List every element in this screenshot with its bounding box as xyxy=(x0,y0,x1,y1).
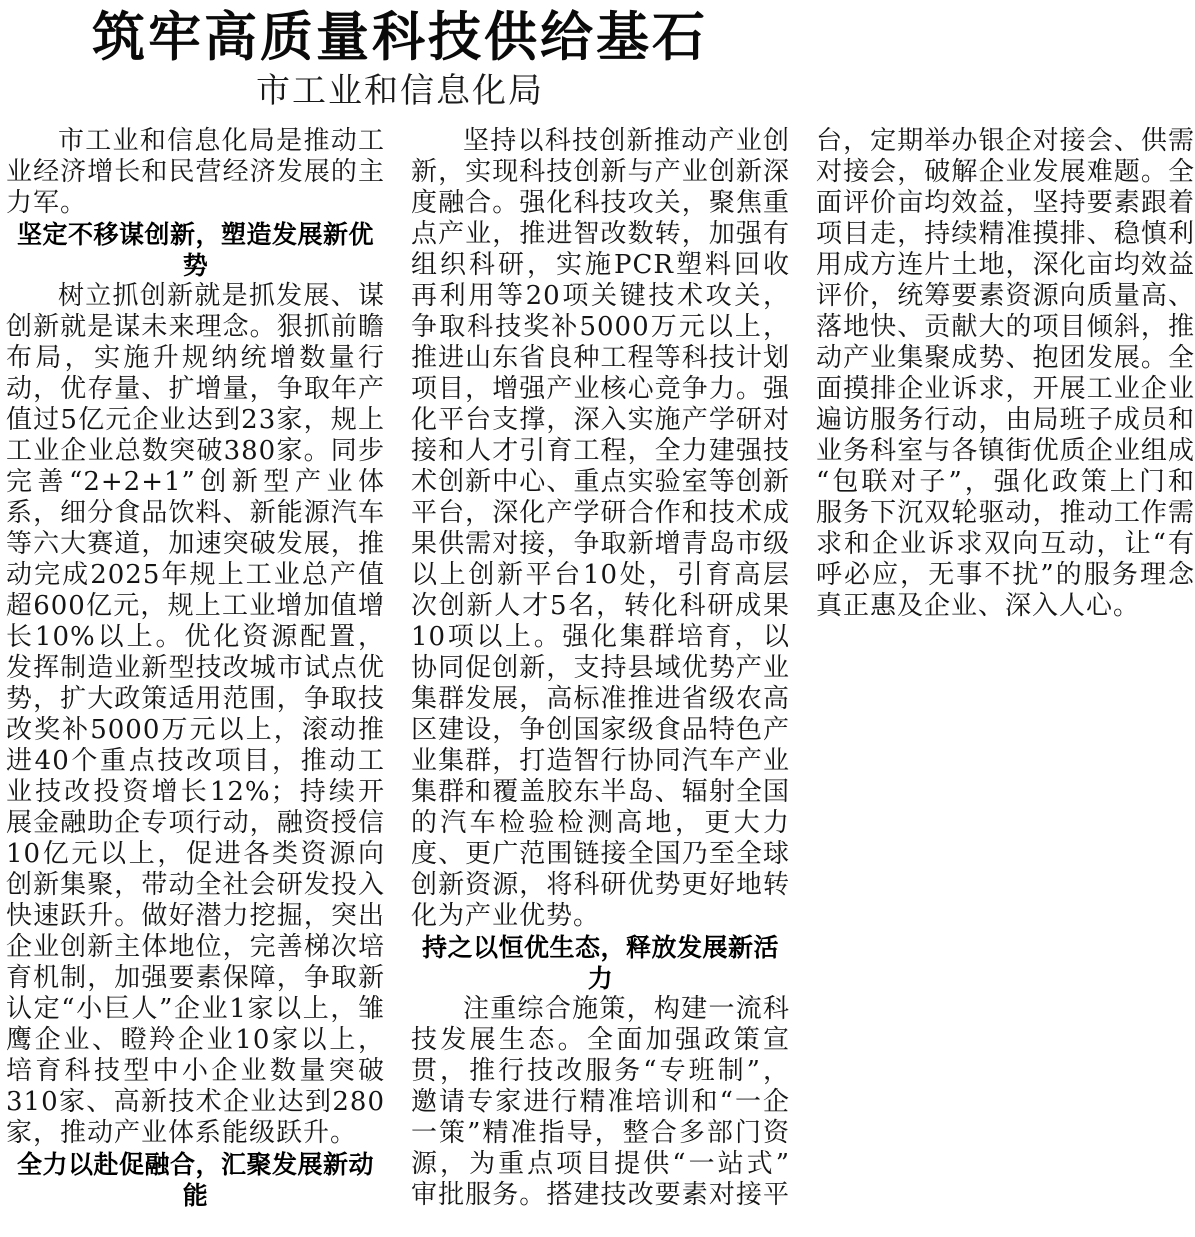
intro-paragraph: 市工业和信息化局是推动工业经济增长和民营经济发展的主力军。 xyxy=(6,126,385,218)
section-heading-ecosystem: 持之以恒优生态，释放发展新活力 xyxy=(421,933,779,993)
page-title: 筑牢高质量科技供给基石 xyxy=(92,6,708,68)
document-page xyxy=(0,6,1195,1237)
page-subtitle: 市工业和信息化局 xyxy=(256,71,544,111)
section-paragraph-innovation: 树立抓创新就是抓发展、谋创新就是谋未来理念。狠抓前瞻布局，实施升规纳统增数量行动，优存量、扩增量，争取年产值过5亿元企业达到23家，规上工业企业总数突破380家。同步完善“2+2+1”创新型产业体系，细分食品饮料、新能源汽车等六大赛道，加速突破发展，推动完成2025年规上工业总产值超600亿元，规上工业增加值增长10%以上。优化资源配置，发挥制造业新型技改城市试点优势，扩大政策适用范围，争取技改奖补5000万元以上，滚动推进40个重点技改项目，推动工业技改投资增长12%；持续开展金融助企专项行动，融资授信10亿元以上，促进各类资源向创新集聚，带动全社会研发投入快速跃升。做好潜力挖掘，突出企业创新主体地位，完善梯次培育机制，加强要素保障，争取新认定“小巨人”企业1家以上，雏鹰企业、瞪羚企业10家以上，培育科技型中小企业数量突破310家、高新技术企业达到280家，推动产业体系能级跃升。 xyxy=(6,281,385,1148)
section-paragraph-ecosystem: 注重综合施策，构建一流科技发展生态。全面加强政策宣贯，推行技改服务“专班制”，邀请专家进行精准培训和“一企一策”精准指导，整合多部门资源，为重点项目提供“一站式”审批服务。搭建技改要素对接平台，定期举办银企对接会、供需对接会，破解企业发展难题。全面评价亩均效益，坚持要素跟着项目走，持续精准摸排、稳慎利用成方连片土地，深化亩均效益评价，统筹要素资源向质量高、落地快、贡献大的项目倾斜，推动产业集聚成势、抱团发展。全面摸排企业诉求，开展工业企业遍访服务行动，由局班子成员和业务科室与各镇街优质企业组成“包联对子”，强化政策上门和服务下沉双轮驱动，推动工作需求和企业诉求双向互动，让“有呼必应，无事不扰”的服务理念真正惠及企业、深入人心。 xyxy=(411,126,1195,1210)
section-heading-integration: 全力以赴促融合，汇聚发展新动能 xyxy=(16,1150,374,1210)
article-body xyxy=(0,126,1195,1218)
section-paragraph-integration: 坚持以科技创新推动产业创新，实现科技创新与产业创新深度融合。强化科技攻关，聚焦重点产业，推进智改数转，加强有组织科研，实施PCR塑料回收再利用等20项关键技术攻关，争取科技奖补5000万元以上，推进山东省良种工程等科技计划项目，增强产业核心竞争力。强化平台支撑，深入实施产学研对接和人才引育工程，全力建强技术创新中心、重点实验室等创新平台，深化产学研合作和技术成果供需对接，争取新增青岛市级以上创新平台10处，引育高层次创新人才5名，转化科研成果10项以上。强化集群培育，以协同促创新，支持县域优势产业集群发展，高标准推进省级农高区建设，争创国家级食品特色产业集群，打造智行协同汽车产业集群和覆盖胶东半岛、辐射全国的汽车检验检测高地，更大力度、更广范围链接全国乃至全球创新资源，将科研优势更好地转化为产业优势。 xyxy=(411,126,790,931)
section-heading-innovation: 坚定不移谋创新，塑造发展新优势 xyxy=(16,220,374,280)
